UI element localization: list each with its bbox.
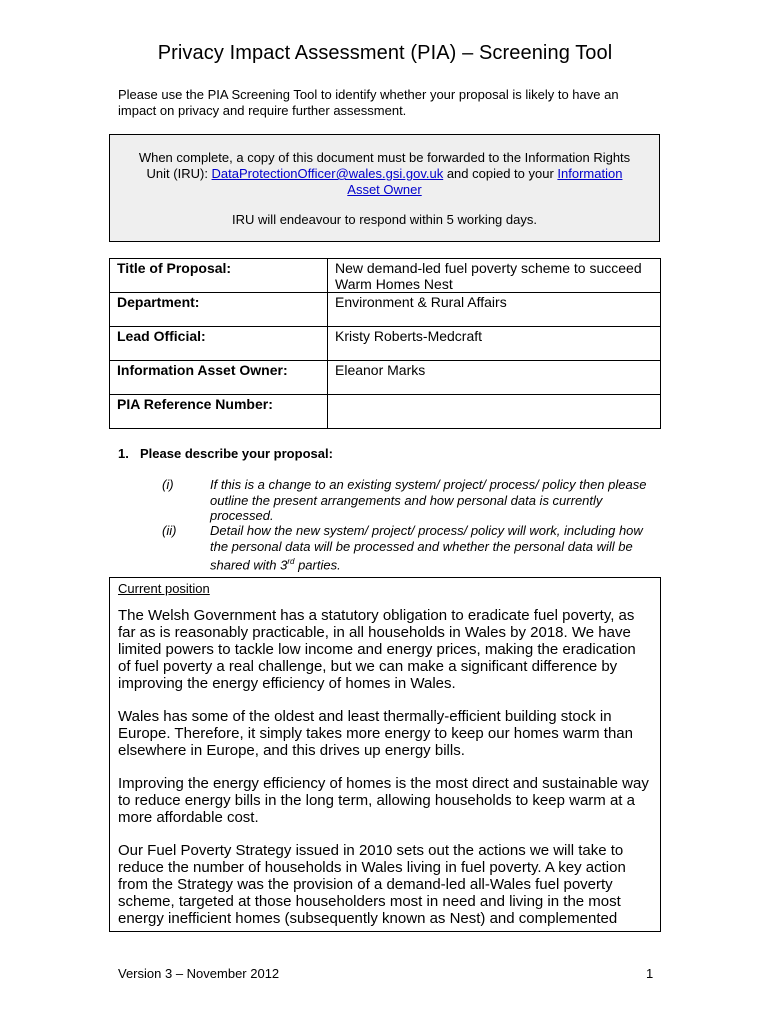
email-link[interactable]: DataProtectionOfficer@wales.gsi.gov.uk — [211, 166, 444, 181]
field-label: Title of Proposal: — [110, 259, 328, 293]
information-asset-owner-link[interactable]: Information Asset Owner — [347, 166, 623, 197]
page-number: 1 — [646, 966, 654, 981]
list-item — [118, 477, 663, 524]
page-title: Privacy Impact Assessment (PIA) – Screening Tool — [157, 42, 613, 64]
field-label: Department: — [110, 293, 328, 327]
field-label: Lead Official: — [110, 327, 328, 361]
table-row — [110, 361, 661, 395]
pia-reference-field[interactable] — [328, 395, 661, 429]
list-item-text — [210, 523, 663, 573]
list-item-text: If this is a change to an existing system/ project/ process/ policy then please outline the present arrangements and how personal data is currently processed. — [210, 477, 647, 523]
list-item-text-end: parties. — [294, 557, 341, 573]
field-label: PIA Reference Number: — [110, 395, 328, 429]
table-row — [110, 293, 661, 327]
field-value: Eleanor Marks — [328, 361, 661, 395]
paragraph: Improving the energy efficiency of homes is the most direct and sustainable way to reduce energy bills in the long term, allowing households to keep warm at a more affordable cost. — [118, 775, 649, 826]
field-value: Kristy Roberts-Medcraft — [328, 327, 661, 361]
notice-box — [109, 134, 660, 242]
question-heading — [118, 446, 333, 461]
paragraph: Our Fuel Poverty Strategy issued in 2010 sets out the actions we will take to reduce the number of households in Wales living in fuel poverty. A key action from the Strategy was the provision of a demand-led all-Wales fuel poverty scheme, targeted at those householders most in need and living in the most energy inefficient homes (subsequently known as Nest) and complemented — [118, 842, 626, 927]
field-label: Information Asset Owner: — [110, 361, 328, 395]
paragraph: Wales has some of the oldest and least thermally-efficient building stock in Europe. Therefore, it simply takes more energy to keep our homes warm than elsewhere in Europe, and this drives up energy bills. — [118, 708, 633, 759]
field-value: Environment & Rural Affairs — [328, 293, 661, 327]
list-item-numeral: (i) — [162, 477, 174, 492]
question-number: 1. — [118, 446, 129, 461]
proposal-info-table — [109, 258, 661, 429]
table-row — [110, 259, 661, 293]
table-row — [110, 395, 661, 429]
version-footer: Version 3 – November 2012 — [118, 966, 280, 981]
question-text: Please describe your proposal: — [140, 446, 333, 461]
response-time-text: IRU will endeavour to respond within 5 working days. — [232, 212, 537, 227]
table-row — [110, 327, 661, 361]
list-item — [118, 523, 663, 573]
notice-text-before: When complete, a copy of this document must be forwarded to the Information Rights Unit (IRU): — [138, 150, 631, 181]
list-item-text-main: Detail how the new system/ project/ process/ policy will work, including how the personal data will be processed and whether the personal data will be shared with 3 — [210, 523, 643, 573]
list-item-numeral: (ii) — [162, 523, 177, 538]
section-heading: Current position — [118, 581, 210, 596]
notice-text-after: and copied to your — [443, 166, 558, 181]
paragraph: The Welsh Government has a statutory obligation to eradicate fuel poverty, as far as is reasonably practicable, in all households in Wales by 2018. We have limited powers to tackle low income and energy prices, making the eradication of fuel poverty a real challenge, but we can make a significant difference by improving the energy efficiency of homes in Wales. — [118, 607, 636, 692]
notice-text — [110, 150, 659, 198]
intro-text: Please use the PIA Screening Tool to identify whether your proposal is likely to have an impact on privacy and require further assessment. — [118, 87, 619, 118]
ordinal-suffix: rd — [287, 557, 295, 566]
proposal-answer-box[interactable] — [109, 577, 661, 932]
field-value: New demand-led fuel poverty scheme to succeed Warm Homes Nest — [328, 259, 661, 293]
